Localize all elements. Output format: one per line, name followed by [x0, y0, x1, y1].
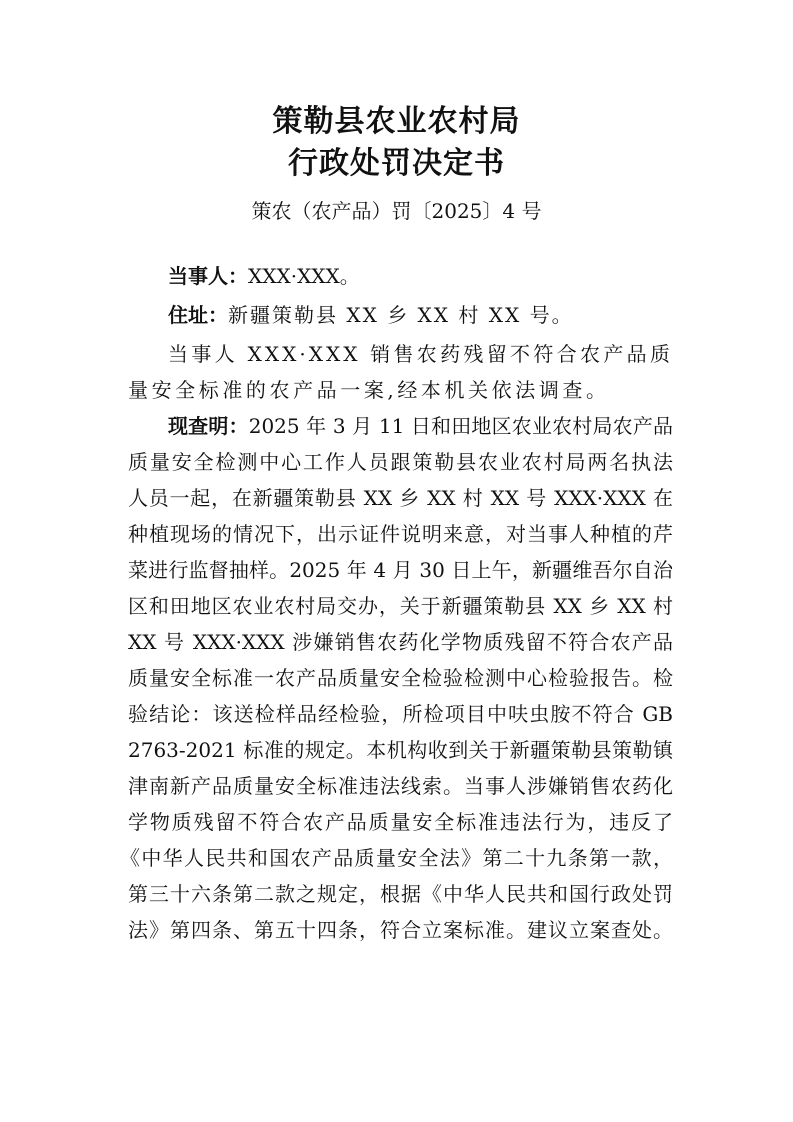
address-label: 住址： — [168, 303, 228, 327]
finding-line: 2763-2021 标准的规定。本机构收到关于新疆策勒县策勒镇 — [128, 738, 673, 762]
address-value: 新疆策勒县 XX 乡 XX 村 XX 号。 — [228, 303, 574, 327]
party-label: 当事人： — [168, 264, 248, 288]
party-line — [168, 262, 673, 290]
finding-line: 区和田地区农业农村局交办，关于新疆策勒县 XX 乡 XX 村 — [128, 594, 673, 618]
finding-line: XX 号 XXX·XXX 涉嫌销售农药化学物质残留不符合农产品 — [128, 630, 673, 654]
finding-line: 菜进行监督抽样。2025 年 4 月 30 日上午，新疆维吾尔自治 — [128, 558, 673, 582]
document-title-agency: 策勒县农业农村局 — [272, 104, 521, 139]
finding-line: 质量安全检测中心工作人员跟策勒县农业农村局两名执法 — [128, 450, 673, 474]
finding-line: 津南新产品质量安全标准违法线索。当事人涉嫌销售农药化 — [128, 774, 673, 798]
address-line — [168, 301, 673, 329]
finding-line: 第三十六条第二款之规定，根据《中华人民共和国行政处罚 — [128, 882, 673, 906]
finding-line: 《中华人民共和国农产品质量安全法》第二十九条第一款， — [120, 846, 673, 870]
finding-line: 人员一起，在新疆策勒县 XX 乡 XX 村 XX 号 XXX·XXX 在 — [128, 486, 673, 510]
case-summary-line: 量安全标准的农产品一案,经本机关依法调查。 — [128, 378, 608, 402]
document-number: 策农（农产品）罚〔2025〕4 号 — [251, 199, 542, 223]
party-value: XXX·XXX。 — [248, 264, 360, 288]
finding-line: 验结论：该送检样品经检验，所检项目中呋虫胺不符合 GB — [128, 702, 673, 726]
finding-line: 种植现场的情况下，出示证件说明来意，对当事人种植的芹 — [128, 522, 673, 546]
finding-label: 现查明： — [168, 414, 249, 438]
finding-first-line — [168, 412, 673, 440]
finding-line: 法》第四条、第五十四条，符合立案标准。建议立案查处。 — [128, 918, 673, 942]
finding-text: 2025 年 3 月 11 日和田地区农业农村局农产品 — [248, 414, 674, 438]
case-summary-line: 当事人 XXX·XXX 销售农药残留不符合农产品质 — [168, 342, 673, 366]
finding-line: 学物质残留不符合农产品质量安全标准违法行为，违反了 — [128, 810, 673, 834]
document-title-type: 行政处罚决定书 — [288, 146, 505, 181]
finding-line: 质量安全标准一农产品质量安全检验检测中心检验报告。检 — [128, 666, 673, 690]
